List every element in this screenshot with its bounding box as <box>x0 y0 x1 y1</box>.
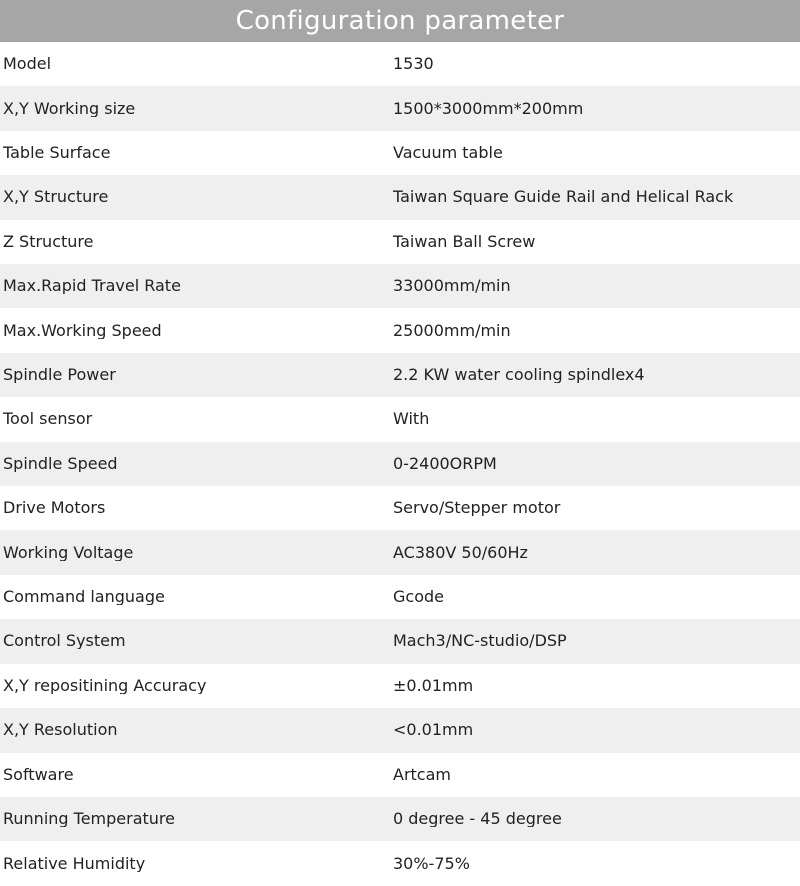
spec-value: Vacuum table <box>393 145 503 162</box>
table-row <box>0 619 800 663</box>
spec-label: X,Y Working size <box>3 100 136 117</box>
spec-label: Running Temperature <box>3 811 175 828</box>
table-row <box>0 42 800 86</box>
table-row <box>0 664 800 708</box>
spec-value: 30%-75% <box>393 855 470 872</box>
spec-label: Drive Motors <box>3 500 106 517</box>
table-row <box>0 797 800 841</box>
spec-value: Mach3/NC-studio/DSP <box>393 633 567 650</box>
table-row <box>0 753 800 797</box>
spec-value: 2.2 KW water cooling spindlex4 <box>393 367 645 384</box>
spec-label: X,Y Structure <box>3 189 109 206</box>
spec-value: 1500*3000mm*200mm <box>393 100 584 117</box>
spec-value: 25000mm/min <box>393 322 511 339</box>
spec-label: Max.Rapid Travel Rate <box>3 278 181 295</box>
spec-label: Command language <box>3 589 165 606</box>
table-row <box>0 708 800 752</box>
table-row <box>0 530 800 574</box>
spec-label: X,Y Resolution <box>3 722 118 739</box>
table-row <box>0 575 800 619</box>
spec-value: AC380V 50/60Hz <box>393 544 528 561</box>
table-row <box>0 486 800 530</box>
spec-label: Relative Humidity <box>3 855 146 872</box>
table-row <box>0 397 800 441</box>
table-row <box>0 175 800 219</box>
spec-value: Taiwan Ball Screw <box>393 233 536 250</box>
spec-label: Tool sensor <box>3 411 93 428</box>
page-title: Configuration parameter <box>0 0 800 42</box>
spec-value: 0-2400ORPM <box>393 455 497 472</box>
table-row <box>0 353 800 397</box>
spec-value: ±0.01mm <box>393 677 474 694</box>
spec-table <box>0 42 800 886</box>
spec-value: 0 degree - 45 degree <box>393 811 562 828</box>
spec-label: Max.Working Speed <box>3 322 162 339</box>
spec-label: Z Structure <box>3 233 94 250</box>
spec-value: With <box>393 411 430 428</box>
table-row <box>0 308 800 352</box>
table-row <box>0 841 800 885</box>
spec-value: 1530 <box>393 56 434 73</box>
spec-value: <0.01mm <box>393 722 474 739</box>
table-row <box>0 86 800 130</box>
table-row <box>0 442 800 486</box>
spec-value: Gcode <box>393 589 444 606</box>
spec-label: X,Y repositining Accuracy <box>3 677 207 694</box>
spec-value: Artcam <box>393 766 451 783</box>
table-row <box>0 264 800 308</box>
spec-label: Spindle Speed <box>3 455 118 472</box>
spec-label: Working Voltage <box>3 544 134 561</box>
spec-value: 33000mm/min <box>393 278 511 295</box>
spec-label: Model <box>3 56 52 73</box>
spec-value: Taiwan Square Guide Rail and Helical Rack <box>393 189 734 206</box>
spec-label: Table Surface <box>3 145 111 162</box>
table-row <box>0 220 800 264</box>
spec-value: Servo/Stepper motor <box>393 500 561 517</box>
table-row <box>0 131 800 175</box>
spec-label: Control System <box>3 633 126 650</box>
spec-label: Spindle Power <box>3 367 116 384</box>
spec-label: Software <box>3 766 74 783</box>
